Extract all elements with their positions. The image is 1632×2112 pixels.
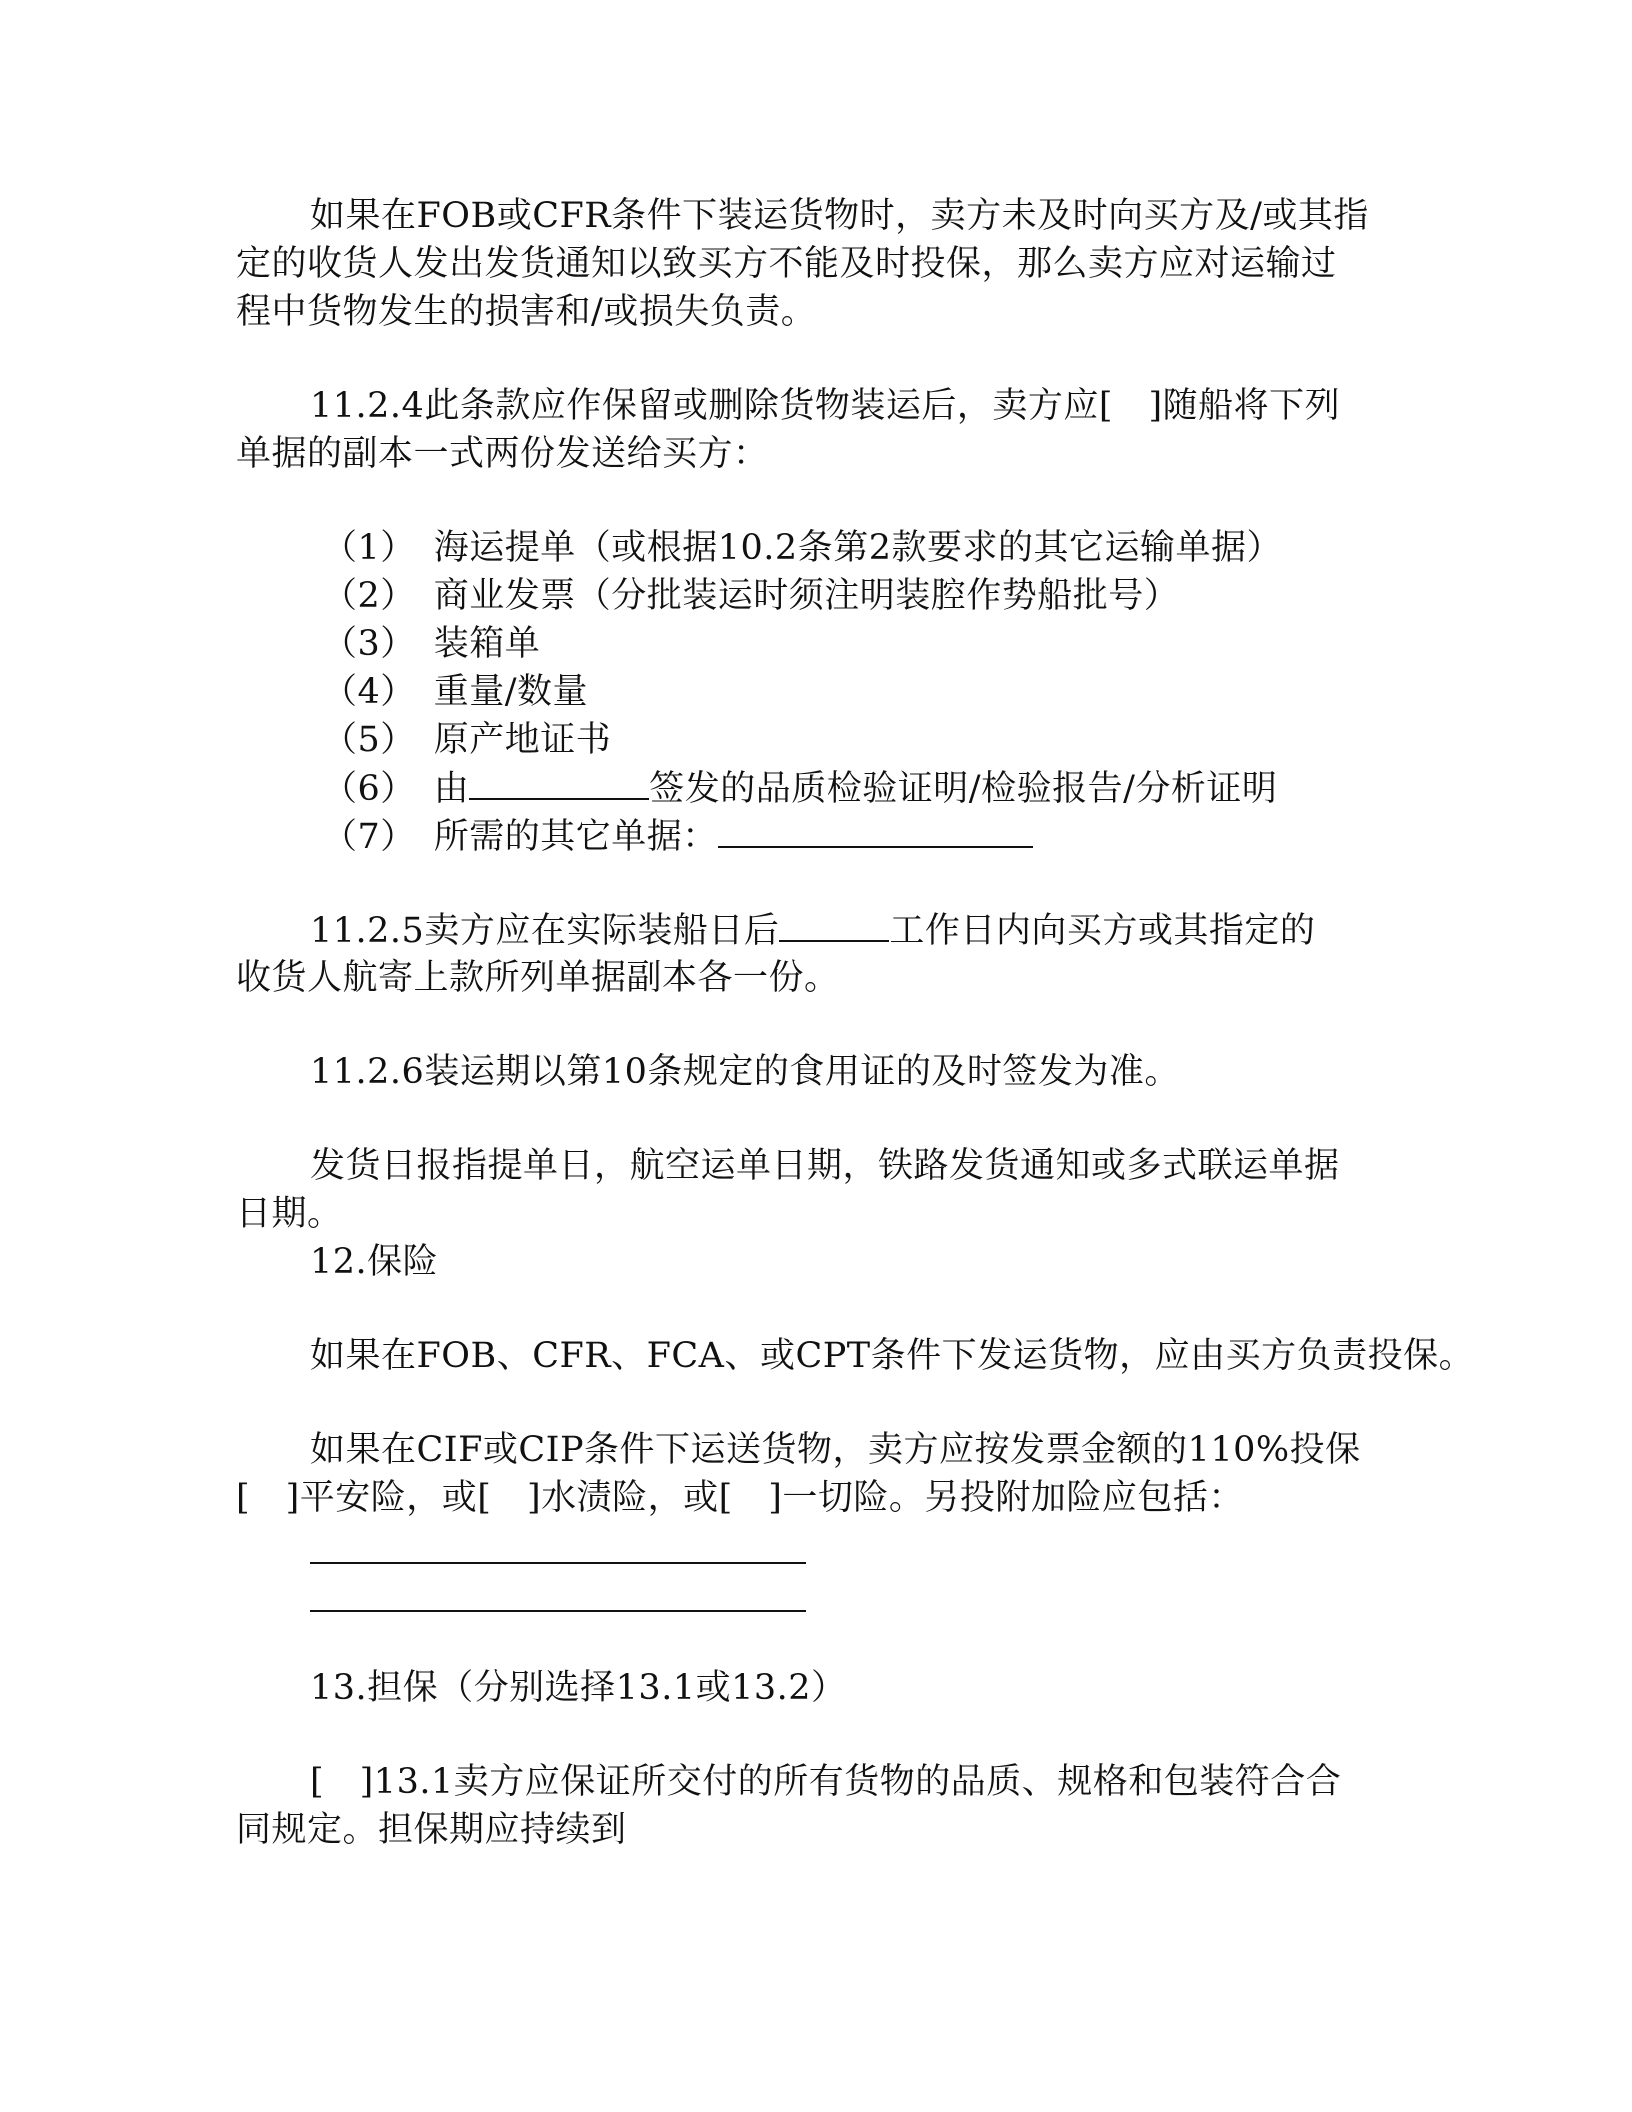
other-docs-blank[interactable] [718, 812, 1033, 848]
clause-13-1-line2: 同规定。担保期应持续到 [236, 1810, 627, 1850]
doc-item-7 [322, 812, 1033, 862]
doc-item-6-prefix: （6） 由 [322, 769, 470, 809]
doc-item-7-label: （7） 所需的其它单据： [322, 817, 718, 857]
issuer-blank[interactable] [469, 764, 649, 800]
clause-11-2-5-line2: 收货人航寄上款所列单据副本各一份。 [236, 958, 840, 998]
insurance-seller-line1: 如果在CIF或CIP条件下运送货物，卖方应按发票金额的110%投保 [310, 1430, 1361, 1470]
section-13-heading: 13.担保（分别选择13.1或13.2） [310, 1668, 847, 1708]
para-fob-cfr-line2: 定的收货人发出发货通知以致买方不能及时投保，那么卖方应对运输过 [236, 244, 1337, 284]
additional-insurance-blank-1[interactable] [310, 1562, 806, 1564]
working-days-blank[interactable] [779, 906, 889, 942]
clause-11-2-4-line2: 单据的副本一式两份发送给买方： [236, 434, 769, 474]
doc-item-2: （2） 商业发票（分批装运时须注明装腔作势船批号） [322, 576, 1180, 616]
clause-13-1-line1: [ ]13.1卖方应保证所交付的所有货物的品质、规格和包装符合合 [310, 1762, 1342, 1802]
doc-item-6-suffix: 签发的品质检验证明/检验报告/分析证明 [649, 769, 1278, 809]
clause-11-2-5-suffix: 工作日内向买方或其指定的 [889, 911, 1316, 951]
doc-item-1: （1） 海运提单（或根据10.2条第2款要求的其它运输单据） [322, 528, 1282, 568]
additional-insurance-blank-2[interactable] [310, 1610, 806, 1612]
doc-item-5: （5） 原产地证书 [322, 720, 612, 760]
doc-item-6 [322, 764, 1277, 814]
clause-11-2-5-prefix: 11.2.5卖方应在实际装船日后 [310, 911, 780, 951]
doc-item-3: （3） 装箱单 [322, 624, 541, 664]
shipping-date-line1: 发货日报指提单日，航空运单日期，铁路发货通知或多式联运单据 [310, 1146, 1340, 1186]
insurance-seller-line2: [ ]平安险，或[ ]水渍险，或[ ]一切险。另投附加险应包括： [236, 1478, 1244, 1518]
doc-item-4: （4） 重量/数量 [322, 672, 589, 712]
clause-11-2-6: 11.2.6装运期以第10条规定的食用证的及时签发为准。 [310, 1052, 1180, 1092]
section-12-heading: 12.保险 [310, 1242, 439, 1282]
para-fob-cfr-line3: 程中货物发生的损害和/或损失负责。 [236, 292, 817, 332]
clause-11-2-4-line1: 11.2.4此条款应作保留或删除货物装运后，卖方应[ ]随船将下列 [310, 386, 1341, 426]
clause-11-2-5-line1 [310, 906, 1315, 956]
shipping-date-line2: 日期。 [236, 1194, 343, 1234]
para-fob-cfr-line1: 如果在FOB或CFR条件下装运货物时，卖方未及时向买方及/或其指 [310, 196, 1369, 236]
insurance-buyer-para: 如果在FOB、CFR、FCA、或CPT条件下发运货物，应由买方负责投保。 [310, 1336, 1475, 1376]
